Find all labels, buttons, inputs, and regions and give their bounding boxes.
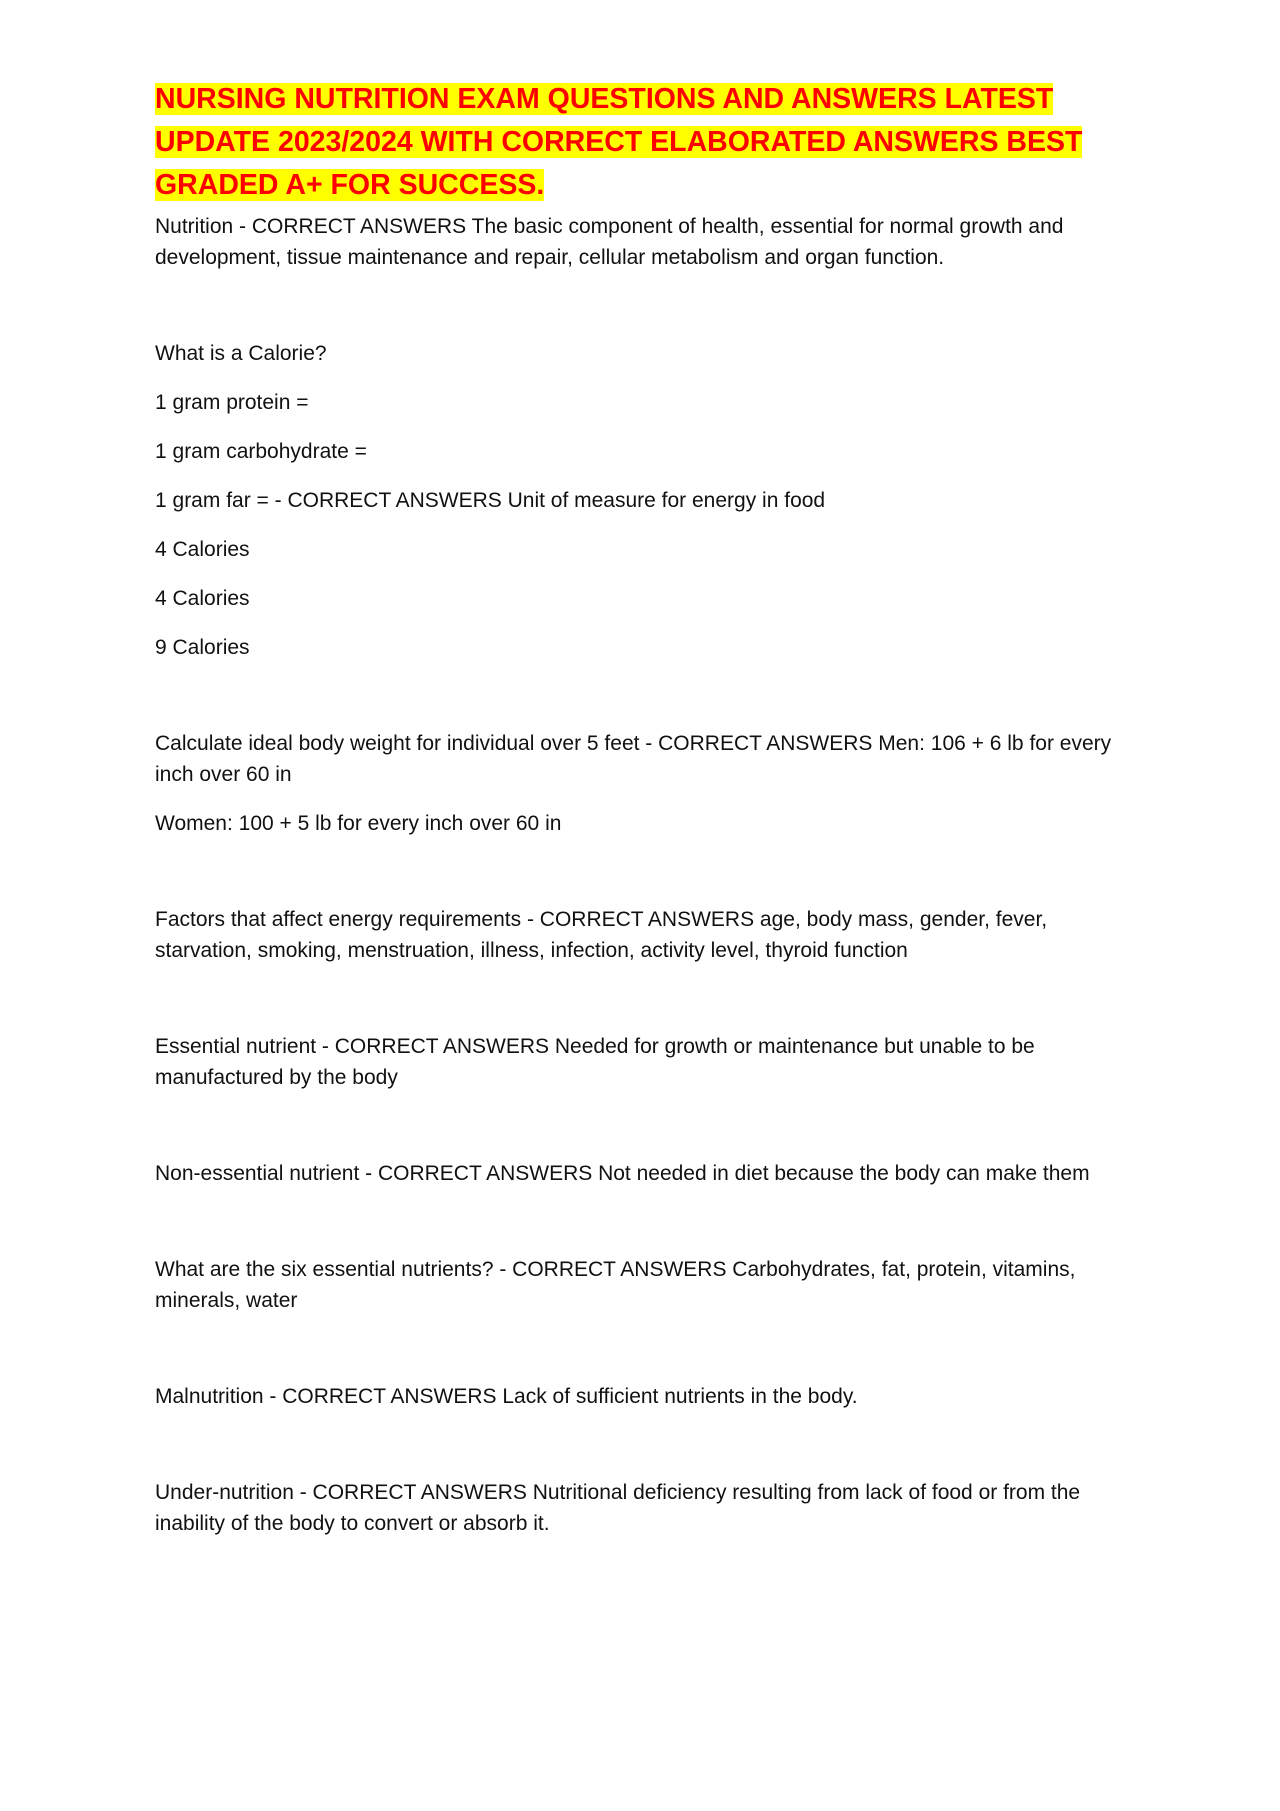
document-body: [155, 78, 1135, 1557]
document-title: [155, 78, 1135, 207]
entry-under-nutrition: Under-nutrition - CORRECT ANSWERS Nutritional deficiency resulting from lack of food or from the inability of the body to convert or absorb it.: [155, 1481, 1081, 1535]
entry-non-essential-nutrient: Non-essential nutrient - CORRECT ANSWERS Not needed in diet because the body can make them: [155, 1162, 1090, 1185]
entry-carbohydrate-answer: 4 Calories: [155, 587, 250, 610]
entry-protein-question: 1 gram protein =: [155, 391, 309, 414]
entry-nutrition: Nutrition - CORRECT ANSWERS The basic component of health, essential for normal growth and development, tissue maintenance and repair, cellular metabolism and organ function.: [155, 215, 1064, 269]
entry-calorie-question: What is a Calorie?: [155, 342, 327, 365]
entry-fat-answer: 9 Calories: [155, 636, 250, 659]
entry-ideal-body-weight-women: Women: 100 + 5 lb for every inch over 60 in: [155, 812, 562, 835]
entry-carbohydrate-question: 1 gram carbohydrate =: [155, 440, 367, 463]
entry-ideal-body-weight-men: Calculate ideal body weight for individual over 5 feet - CORRECT ANSWERS Men: 106 + 6 lb for every inch over 60 in: [155, 732, 1112, 786]
entry-protein-answer: 4 Calories: [155, 538, 250, 561]
entry-six-essential-nutrients: What are the six essential nutrients? - CORRECT ANSWERS Carbohydrates, fat, protein, vitamins, minerals, water: [155, 1258, 1076, 1312]
entry-energy-factors: Factors that affect energy requirements - CORRECT ANSWERS age, body mass, gender, fever, starvation, smoking, menstruation, illness, infection, activity level, thyroid function: [155, 908, 1048, 962]
entry-malnutrition: Malnutrition - CORRECT ANSWERS Lack of sufficient nutrients in the body.: [155, 1385, 858, 1408]
entry-essential-nutrient: Essential nutrient - CORRECT ANSWERS Needed for growth or maintenance but unable to be manufactured by the body: [155, 1035, 1035, 1089]
title-highlight: NURSING NUTRITION EXAM QUESTIONS AND ANSWERS LATEST UPDATE 2023/2024 WITH CORRECT ELABORATED ANSWERS BEST GRADED A+ FOR SUCCESS.: [155, 83, 1083, 201]
entry-fat-question: 1 gram far = - CORRECT ANSWERS Unit of measure for energy in food: [155, 489, 826, 512]
